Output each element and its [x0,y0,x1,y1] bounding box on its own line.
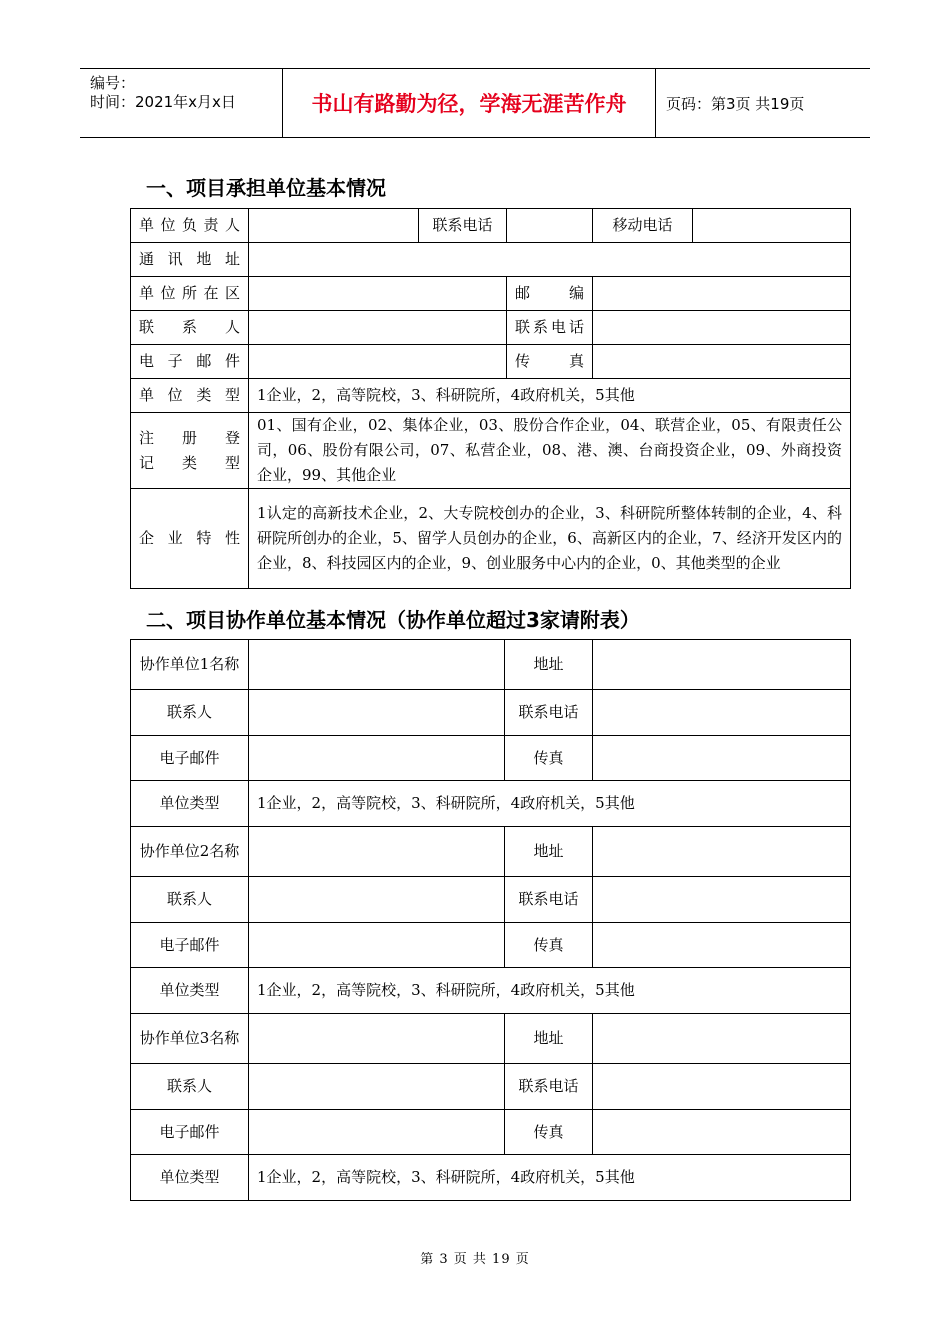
section1-table [130,208,851,589]
partner1-phone-label: 联系电话 [505,690,593,736]
table-row [131,1110,851,1155]
partner2-address-label: 地址 [505,827,593,877]
partner3-phone-field[interactable] [593,1064,851,1110]
table-row [131,345,851,379]
partner2-type-options: 1企业，2，高等院校，3、科研院所，4政府机关，5其他 [249,968,851,1014]
unit-type-label: 单位类型 [131,379,249,413]
postcode-field[interactable] [593,277,851,311]
email-label: 电子邮件 [131,345,249,379]
contact-phone-field[interactable] [507,209,593,243]
page-footer: 第 3 页 共 19 页 [420,1252,530,1267]
partner3-address-field[interactable] [593,1014,851,1064]
partner2-type-label: 单位类型 [131,968,249,1014]
table-row [131,243,851,277]
table-row [131,311,851,345]
address-field[interactable] [249,243,851,277]
partner1-name-field[interactable] [249,640,505,690]
header-motto-cell [283,69,656,137]
page-header [80,68,870,138]
partner1-phone-field[interactable] [593,690,851,736]
feature-label: 企业特性 [131,489,249,589]
section2-title: 二、项目协作单位基本情况（协作单位超过3家请附表） [146,608,640,632]
table-row [131,379,851,413]
table-row [131,968,851,1014]
header-meta-cell [80,69,283,137]
code-label: 编号： [90,74,136,92]
partner2-email-label: 电子邮件 [131,923,249,968]
partner2-name-label: 协作单位2名称 [131,827,249,877]
contact-person-label: 联 系 人 [131,311,249,345]
partner2-phone-field[interactable] [593,877,851,923]
leader-label: 单位负责人 [131,209,249,243]
reg-type-label-line2: 记 类 型 [139,453,240,472]
partner3-contact-label: 联系人 [131,1064,249,1110]
contact-person-field[interactable] [249,311,507,345]
partner2-contact-label: 联系人 [131,877,249,923]
partner2-address-field[interactable] [593,827,851,877]
district-label: 单位所在区 [131,277,249,311]
table-row [131,877,851,923]
section2-table [130,639,851,1201]
partner1-contact-field[interactable] [249,690,505,736]
partner3-email-field[interactable] [249,1110,505,1155]
fax-label: 传 真 [507,345,593,379]
table-row [131,277,851,311]
contact-phone-label: 联系电话 [419,209,507,243]
partner3-phone-label: 联系电话 [505,1064,593,1110]
table-row [131,923,851,968]
mobile-label: 移动电话 [593,209,693,243]
partner1-address-label: 地址 [505,640,593,690]
unit-type-options: 1企业，2，高等院校，3、科研院所，4政府机关，5其他 [249,379,851,413]
partner3-fax-label: 传真 [505,1110,593,1155]
partner2-email-field[interactable] [249,923,505,968]
fax-field[interactable] [593,345,851,379]
partner1-email-field[interactable] [249,736,505,781]
table-row [131,413,851,489]
contact-phone2-label: 联系电话 [507,311,593,345]
mobile-field[interactable] [693,209,851,243]
table-row [131,1155,851,1201]
partner3-address-label: 地址 [505,1014,593,1064]
partner2-fax-label: 传真 [505,923,593,968]
table-row [131,640,851,690]
partner3-type-label: 单位类型 [131,1155,249,1201]
table-row [131,1064,851,1110]
header-page-cell [656,69,870,137]
postcode-label: 邮 编 [507,277,593,311]
partner1-fax-field[interactable] [593,736,851,781]
partner3-name-field[interactable] [249,1014,505,1064]
table-row [131,690,851,736]
partner1-type-label: 单位类型 [131,781,249,827]
partner3-type-options: 1企业，2，高等院校，3、科研院所，4政府机关，5其他 [249,1155,851,1201]
page-info: 页码：第3页 共19页 [666,94,805,113]
partner2-contact-field[interactable] [249,877,505,923]
partner3-name-label: 协作单位3名称 [131,1014,249,1064]
table-row [131,489,851,589]
motto: 书山有路勤为径，学海无涯苦作舟 [311,92,627,116]
table-row [131,736,851,781]
partner1-name-label: 协作单位1名称 [131,640,249,690]
partner1-email-label: 电子邮件 [131,736,249,781]
table-row [131,209,851,243]
feature-options: 1认定的高新技术企业，2、大专院校创办的企业，3、科研院所整体转制的企业，4、科研院所创办的企业，5、留学人员创办的企业，6、高新区内的企业，7、经济开发区内的企业，8、科技园区内的企业，9、创业服务中心内的企业，0、其他类型的企业 [249,489,851,589]
partner1-type-options: 1企业，2，高等院校，3、科研院所，4政府机关，5其他 [249,781,851,827]
address-label: 通讯地址 [131,243,249,277]
partner3-fax-field[interactable] [593,1110,851,1155]
time-label: 时间：2021年x月x日 [90,93,236,111]
reg-type-options: 01、国有企业，02、集体企业，03、股份合作企业，04、联营企业，05、有限责任公司，06、股份有限公司，07、私营企业，08、港、澳、台商投资企业，09、外商投资企业，99、其他企业 [249,413,851,489]
district-field[interactable] [249,277,507,311]
partner1-contact-label: 联系人 [131,690,249,736]
reg-type-label [131,413,249,489]
contact-phone2-field[interactable] [593,311,851,345]
partner2-name-field[interactable] [249,827,505,877]
reg-type-label-line1: 注 册 登 [139,428,240,447]
table-row [131,1014,851,1064]
table-row [131,781,851,827]
partner2-fax-field[interactable] [593,923,851,968]
partner1-address-field[interactable] [593,640,851,690]
leader-field[interactable] [249,209,419,243]
email-field[interactable] [249,345,507,379]
partner1-fax-label: 传真 [505,736,593,781]
partner3-email-label: 电子邮件 [131,1110,249,1155]
partner3-contact-field[interactable] [249,1064,505,1110]
section1-title: 一、项目承担单位基本情况 [146,176,386,200]
partner2-phone-label: 联系电话 [505,877,593,923]
table-row [131,827,851,877]
